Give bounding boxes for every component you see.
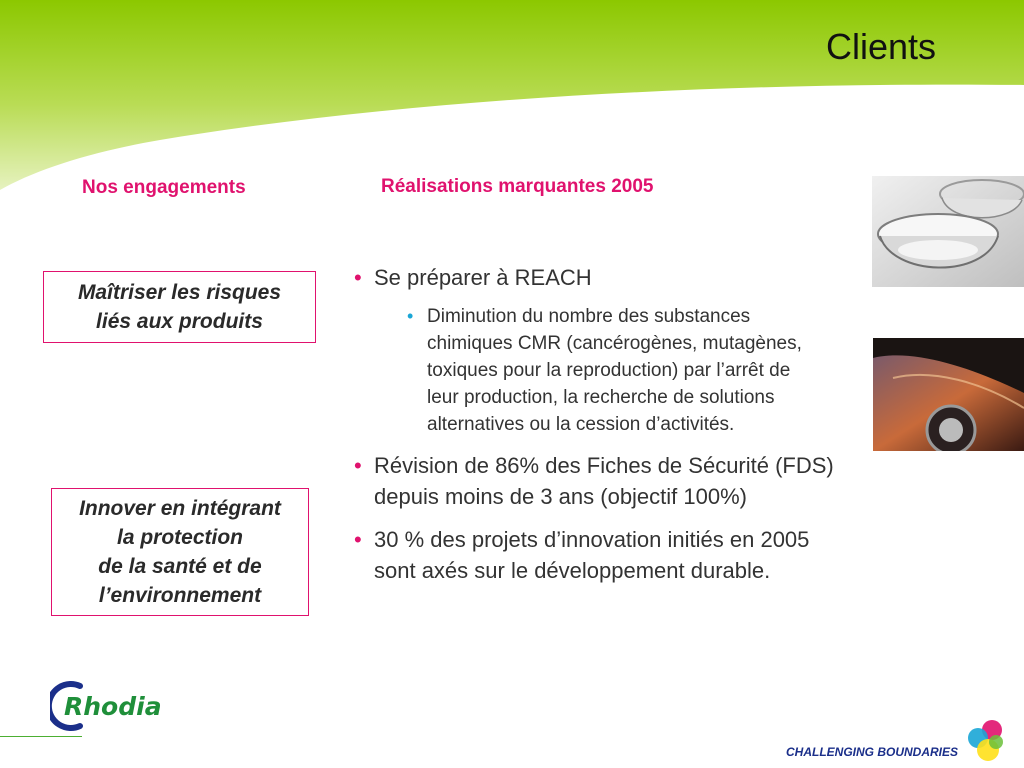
commitment-line: liés aux produits [96, 310, 263, 333]
brand-flower-icon [964, 716, 1008, 764]
bullet-text: Se préparer à REACH [374, 265, 592, 290]
sub-bullet-text: Diminution du nombre des substances chimiques CMR (cancérogènes, mutagènes, toxiques pour la reproduction) par l’arrêt de leur production, la recherche de solutions alternatives ou la cession d’activités. [427, 306, 802, 435]
glass-bowls-photo [872, 176, 1024, 287]
sub-bullet-dot-icon: • [407, 306, 414, 326]
slide-title: Clients [825, 26, 936, 67]
heading-commitments: Nos engagements [82, 177, 246, 198]
commitment-box-innovation [51, 488, 309, 616]
commitment-line: de la santé et de [98, 555, 262, 578]
commitment-line: Innover en intégrant [79, 497, 281, 520]
commitment-line: la protection [116, 526, 243, 549]
bullet-dot-icon: • [354, 265, 362, 290]
bullet-text: Révision de 86% des Fiches de Sécurité (FDS) depuis moins de 3 ans (objectif 100%) [374, 453, 834, 509]
brand-tagline: CHALLENGING BOUNDARIES [785, 745, 958, 759]
bullet-text: 30 % des projets d’innovation initiés en 2005 sont axés sur le développement durable. [374, 527, 810, 583]
bullet-dot-icon: • [354, 453, 362, 478]
bullet-item-fds [352, 450, 852, 512]
heading-achievements: Réalisations marquantes 2005 [381, 176, 654, 197]
sub-bullet-item-cmr [407, 303, 827, 438]
commitment-box-risks [43, 271, 316, 343]
svg-text:Rhodia: Rhodia [64, 692, 162, 721]
achievements-list [352, 262, 852, 586]
commitment-line: Maîtriser les risques [77, 281, 282, 304]
bullet-dot-icon: • [354, 527, 362, 552]
bullet-item-reach [352, 262, 852, 293]
commitment-line: l’environnement [98, 584, 262, 607]
car-photo [873, 338, 1024, 451]
bullet-item-innovation [352, 524, 852, 586]
rhodia-logo [50, 680, 190, 732]
footer-divider [0, 736, 82, 737]
